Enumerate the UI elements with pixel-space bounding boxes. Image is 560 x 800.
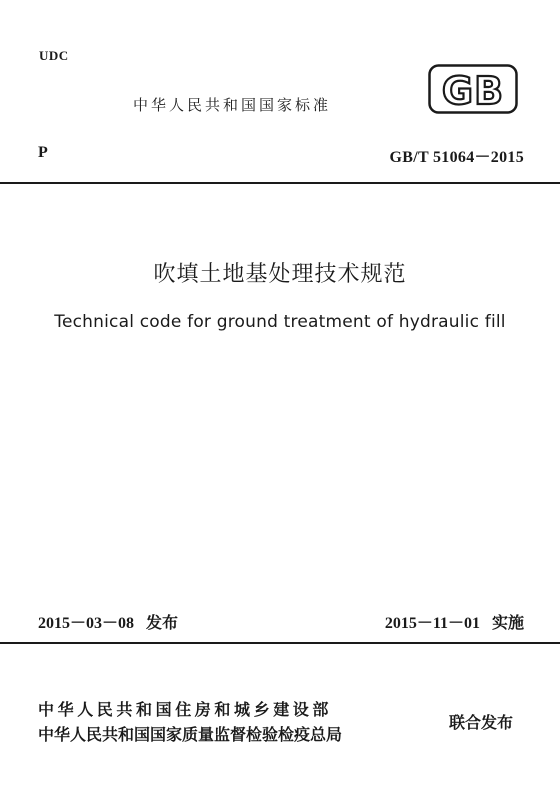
top-divider [0, 182, 560, 184]
national-standard-heading: 中华人民共和国国家标准 [133, 96, 332, 114]
implementation-date: 2015－11－01 [384, 615, 480, 632]
bottom-divider [0, 642, 560, 644]
issuer-ministry-housing: 中华人民共和国住房和城乡建设部 [38, 700, 333, 719]
issue-date-line [38, 610, 178, 633]
category-code: P [38, 144, 48, 161]
issue-label: 发布 [146, 613, 179, 632]
issue-date: 2015－03－08 [38, 615, 135, 632]
title-chinese: 吹填土地基处理技术规范 [153, 262, 407, 287]
title-english: Technical code for ground treatment of hydraulic fill [54, 312, 506, 332]
implementation-label: 实施 [491, 613, 524, 632]
joint-issue-label: 联合发布 [449, 713, 514, 732]
standard-number: GB/T 51064－2015 [389, 149, 524, 166]
issuer-ministry-quality: 中华人民共和国国家质量监督检验检疫总局 [38, 725, 343, 744]
gb-logo [428, 64, 518, 114]
implementation-date-line [385, 610, 524, 633]
gb-logo-text: GB [441, 69, 505, 113]
udc-label: UDC [39, 48, 69, 63]
